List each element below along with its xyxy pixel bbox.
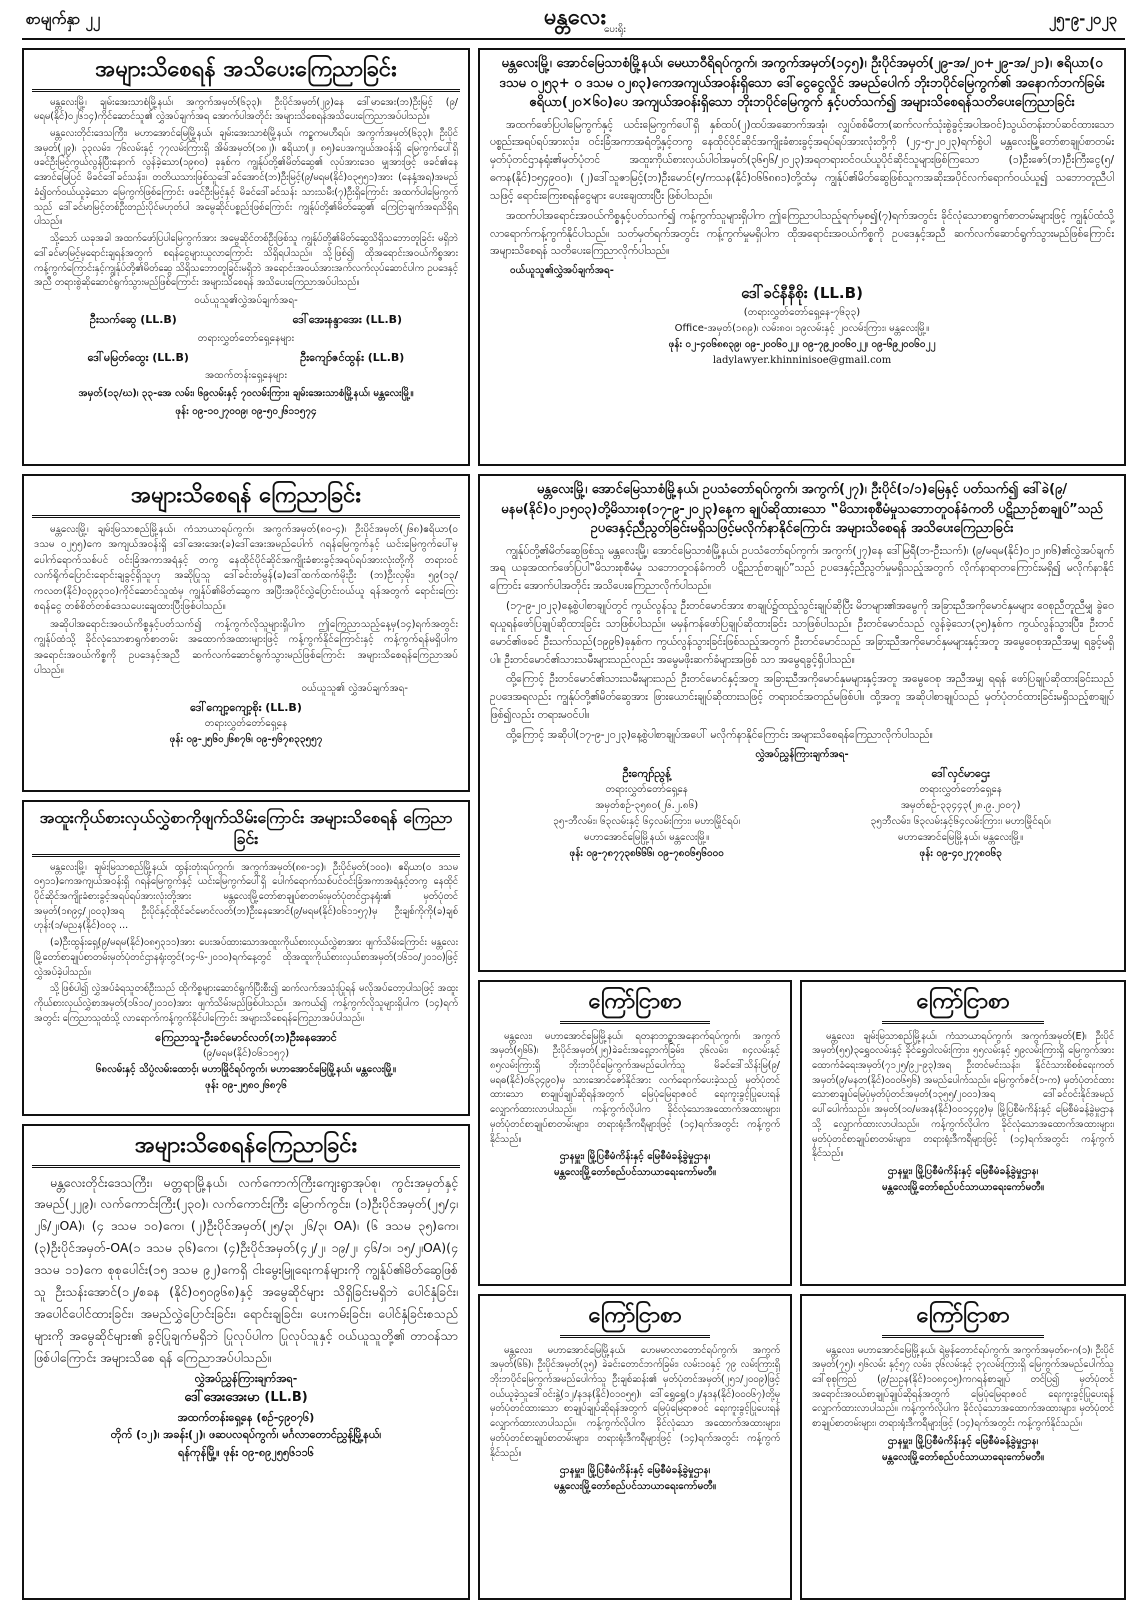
- lawyer-reg: အမှတ်စဉ်-၃၃၄၄၃(၂၈.၉.၂၀၀၇): [900, 800, 1021, 812]
- page-header: [0, 0, 1147, 40]
- notice-paragraph: မန္တလေးမြို့၊ ချမ်းမြသာစည်မြို့နယ်၊ ကံသာယာရပ်ကွက်၊ အကွက်အမှတ်(၈၀-၄)၊ ဦးပိုင်အမှတ်(၂၆၈)ဧရိယာ(၀ ဒသမ ၀၂၅၅)ကေ အကျယ်အဝန်းရှိ ဒေါ်အေးအေး(ခ)ဒေါ်အေးအမည်ပေါက် ဂရန်မြေကွက်နှင့် ယင်းမြေကွက်ပေါ်မှ ပေါက်ရောက်သစ်ပင် ဝင်းခြံအကာအရံနှင့် တကွ နေထိုင်ပိုင်ဆိုင်အကျိုးခံစားခွင့်အရပ်ရပ်အားလုံးတို့ကို တရားဝင်လက်ရိုက်ပြောင်းရောင်းချခွင့်ရှိသူဟု အဆိုပြုသူ ဒေါ်ခင်းတ်မွန်(ခ)ဒေါ်ထက်ထက်မိုးဦး (ဘ)ဦးလှမိုး၊ ၅၉(၁၃/ကလတ(နိုင်)၀၃၉၃၁၀)ကိုင်ဆောင်သူထံမှ ကျွန်ုပ်၏မိတ်ဆွေက အပြီးအပိုင်လွှဲပြောင်းဝယ်ယူ ရန်အတွက် ရောင်းကြေးစရန်ငွေ တစ်စိတ်တစ်ဒေသပေးချေထားပြီးဖြစ်ပါသည်။: [34, 523, 458, 613]
- ad-footer-line: ဌာနမှူး၊ မြို့ပြစီမံကိန်းနှင့် မြေစီမံခန့်ခွဲမှုဌာန၊: [887, 1166, 1039, 1178]
- ad-body: မန္တလေး၊ မဟာအောင်မြေမြို့နယ်၊ ဟေမမာလာတောင်ရပ်ကွက်၊ အကွက်အမှတ်(၆၆)၊ ဦးပိုင်အမှတ်(၃၅) ခဲခင်းတောင်ဘက်ခြမ်း၊ လမ်း၁၀နှင့် ၇၉ လမ်းကြားရှိ ဘိုးဘပိုင်မြေကွက်အမည်ပေါက်သူ ဦးချစ်ဆန်း၏ မှတ်ပုံတင်အမှတ်(၂၅၁/၂၀၀၉)ဖြင့်ဝယ်ယူခဲ့သူဒေါ်ဝင်းနွဲ့(၁၂/နဒန(နိုင်)၀၁၀၅၅)၊ ဒေါ်ရွှေရွှေ(၁၂/နဒန(နိုင်)၀၀၀၆၇)တို့မှ မှတ်ပုံတင်ထားသော စာချုပ်ချုပ်ဆိုရန်အတွက် မြေပုံမြေရာဇဝင် ရေးကူးခွင့်ပြုပေးရန် လျှောက်ထားလာပါသည်။ ကန့်ကွက်လိုပါက ခိုင်လုံသော အထောက်အထားများ၊ မှတ်ပုံတင်စာချုပ်စာတမ်းများ၊ တရားရုံးဒီကရီများဖြင့် (၁၄)ရက်အတွင်း ကန့်ကွက်နိုင်သည်။: [490, 1344, 780, 1459]
- announcer-block: [34, 1029, 458, 1095]
- classified-ad-3: [478, 1294, 792, 1600]
- lawyer-role: တရားလွှတ်တော်ရှေ့နေ: [605, 784, 688, 796]
- notice-title: အထူးကိုယ်စားလှယ်လွှဲစာကိုဖျက်သိမ်းကြောင်း အများသိစေရန် ကြေညာခြင်း: [32, 808, 460, 857]
- ad-footer-line: မန္တလေးမြို့တော်စည်ပင်သာယာရေးကော်မတီ။: [553, 1481, 717, 1493]
- lawyer-right: [871, 765, 1051, 863]
- newspaper-logo: မန္တလေး: [543, 4, 607, 30]
- notice-title: အများသိစေရန် အသိပေးကြေညာခြင်း: [32, 56, 460, 92]
- lawyer-left: [553, 765, 740, 863]
- lawyer-email[interactable]: ladylawyer.khinninisoe@gmail.com: [712, 355, 892, 367]
- notice-heading: မန္တလေးမြို့၊ အောင်မြေသာစံမြို့နယ်၊ မေဃာဝီရိရပ်ကွက်၊ အကွက်အမှတ်(၁၄၅)၊ ဦးပိုင်အမှတ်(၂၉-အ/၂၀+၂၉-အ/၂၁)၊ ဧရိယာ(၀ ဒသမ ၀၂၅၃+ ၀ ဒသမ ၀၂၈၃)ကေအကျယ်အဝန်းရှိသော ဒေါ်ငွေငွေလှိုင် အမည်ပေါက် ဘိုးဘပိုင်မြေကွက်၏ အနောက်ဘက်ခြမ်းဧရိယာ(၂၀×၆၀)ပေ အကျယ်အဝန်းရှိသော ဘိုးဘပိုင်မြေကွက် နှင့်ပတ်သက်၍ အများသိစေရန်သတိပေးကြေညာခြင်း: [499, 56, 1105, 110]
- lawyer-phone: ဖုန်း ၀၉-၇၈၇၇၃၈၆၆၆၊ ၀၉-၇၈၀၆၅၆၀၀၀: [569, 848, 724, 860]
- signature-intro: ဝယ်ယူသူ၏ လွှဲအပ်ချက်အရ-: [301, 682, 408, 694]
- notice-paragraph: (၁၇-၉-၂၀၂၃)နေ့စွဲပါစာချုပ်တွင် ကွယ်လွန်သူ ဦးတင်မောင်အား စာချုပ်၌ထည့်သွင်းချုပ်ဆိုပြီး မိဘများ၏အမွေကို အခြားညီအကိုမောင်နှမများ ဝေစုညီတူညီမျှ ခွဲဝေရယူရန်ဖော်ပြချုပ်ဆိုထားခြင်း သာဖြစ်ပါသည်။ မမှန်ကန်ဖော်ပြချုပ်ဆိုထားခြင်း သာဖြစ်ပါသည်။ ဦးတင်မောင်သည် လွန်ခဲ့သော(၃၅)နှစ်က ကွယ်လွန်သွားပြီး၊ ဦးတင်မောင်၏ဖခင် ဦးသက်သည်(၁၉၉၆)ခုနှစ်က ကွယ်လွန်သွားခြင်းဖြစ်သည့်အတွက် ဦးတင်မောင်သည် အခြားညီအကိုမောင်နှမများနှင့်အတူ အမွေဝေစုအညီအမျှ ရခွင့်မရှိပါ။ ဦးတင်မောင်၏သားသမီးများသည်လည်း အမွေမဖိုးဆက်ခံများအဖြစ် သာ အမွေရခွင့်ရှိပါသည်။: [490, 600, 1114, 666]
- header-rule: [22, 38, 1125, 40]
- ad-footer: [488, 1149, 782, 1181]
- ad-title: ကြော်ငြာစာ: [560, 988, 710, 1024]
- notice-paragraph: အထက်ပါအရောင်းအဝယ်ကိစ္စနှင့်ပတ်သက်၍ ကန့်ကွက်သူများရှိပါက ဤကြေညာပါသည့်ရက်မှစ၍(၇)ရက်အတွင်း ခိုင်လုံသောစာရွက်စာတမ်းများဖြင့် ကျွန်ုပ်ထံသို့လာရောက်ကန့်ကွက်နိုင်ပါသည်။ သတ်မှတ်ရက်အတွင်း ကန့်ကွက်မှုမရှိပါက ထိုအရောင်းအဝယ်ကိစ္စကို ဥပဒေနှင့်အညီ ဆက်လက်ဆောင်ရွက်သွားမည်ဖြစ်ကြောင်း အများသိစေရန် သတိပေးကြေညာလိုက်ပါသည်။: [490, 209, 1114, 258]
- lawyer-reg: အမှတ်စဉ်-၃၅၈၀(၂၆.၂.၈၆): [595, 800, 699, 812]
- lawyer-phone: ဖုန်း ၀၉-၁၀၂၇၀၀၉၊ ၀၉-၅၀၂၆၁၁၅၇၄: [175, 406, 317, 418]
- ad-footer-line: ဌာနမှူး၊ မြို့ပြစီမံကိန်းနှင့် မြေစီမံခန့်ခွဲမှုဌာန၊: [559, 1465, 711, 1477]
- lawyer-address: မဟာအောင်မြေမြို့နယ်၊ မန္တလေးမြို့။: [584, 832, 710, 844]
- ad-body: မန္တလေး၊ ချမ်းမြသာစည်မြို့နယ်၊ ကံသာယာရပ်ကွက်၊ အကွက်အမှတ်(E)၊ ဦးပိုင်အမှတ်(၅၅)၃ရွှေ၀လမ်းနှင့် ခိုင်ရွှေဝါလမ်းကြား၊ ၅၅လမ်းနှင့် ၅၉လမ်းကြားရှိ မြေကွက်အား ထောက်ခံရေးအမှတ်(၇၁၂၅/၉၂-၉၃)အရ ဦးတင်မင်းသန်း၊ နိုင်ငံသားစိစစ်ရေးကတ်အမှတ်(၉/မနတ(နိုင်)၀၀၀၆၅၆) အမည်ပေါက်သည်။ မြေကွက်ဇင်(၁-က) မှတ်ပုံတင်ထားသောစာချုပ်မြေပုံမှတ်ပုံတင်အမှတ်(၁၃၅၅/၂၀၀၁)အရ ဒေါ်ခင်ဝင်းနိုင်အမည်ပေါ်ပေါက်သည်။ အမှတ်(၁၀/မအန(နိုင်)၀၀၁၄၄၉)မှ မြို့ပြစီမံကိန်းနှင့် မြေစီမံခန့်ခွဲမှုဌာန သို့ လျှောက်ထားလာပါသည်။ ကန့်ကွက်လိုပါက ခိုင်လုံသောအထောက်အထားများ၊ မှတ်ပုံတင်စာချုပ်စာတမ်းများ၊ တရားရုံးဒီကရီများဖြင့် (၁၄)ရက်အတွင်း ကန့်ကွက်နိုင်သည်။: [812, 1030, 1114, 1160]
- lawyer-row: [32, 349, 460, 367]
- notice-paragraph: အဆိုပါအရောင်းအဝယ်ကိစ္စနှင့်ပတ်သက်၍ ကန့်ကွက်လိုသူများရှိပါက ဤကြေညာသည့်နေ့မှ(၁၄)ရက်အတွင်း ကျွန်ုပ်ထံသို့ ခိုင်လုံသောစာရွက်စာတမ်း အထောက်အထားများဖြင့် ကန့်ကွက်နိုင်ကြောင်းနှင့် ကန့်ကွက်ရန်မရှိပါက အရောင်းအဝယ်ကိစ္စကို ဥပဒေနှင့်အညီ ဆက်လက်ဆောင်ရွက်သွားမည်ဖြစ်ကြောင်း အများသိစေရန်ကြေညာအပ်ပါသည်။: [34, 618, 458, 677]
- ad-title: ကြော်ငြာစာ: [560, 1302, 710, 1338]
- notice-public-warning-1: [22, 48, 470, 466]
- signature-intro: လွှဲအပ်ညွှန်ကြားချက်အရ-: [755, 748, 849, 760]
- lawyer-address-2: ရန်ကုန်မြို့။ ဖုန်း ၀၉-၈၉၂၅၅၆၁၁၆: [178, 1446, 314, 1460]
- lawyer-block: [34, 1370, 458, 1461]
- notice-paragraph: ထို့ကြောင့် ဦးတင်မောင်၏သားသမီးများသည် ဦးတင်မောင်နှင့်အတူ အခြားညီအကိုမောင်နှမများနှင့်အတူ အမွေဝေစု အညီအမျှ ရရန် ဖော်ပြချုပ်ဆိုထားခြင်းသည် ဥပဒေအရလည်း ကျွန်ုပ်တို့၏မိတ်ဆွေအား ဖြားယောင်းချုပ်ဆိုထားသဖြင့် တရားဝင်အတည်မဖြစ်ပါ။ ထို့အတူ အဆိုပါစာချုပ်သည် မှတ်ပုံတင်ထားခြင်းမရှိသည့်စာချုပ်ဖြစ်၍လည်း တရားမဝင်ပါ။: [490, 673, 1114, 722]
- lawyer-role: (တရားလွှတ်တော်ရှေ့နေ-၇၆၃၃): [743, 307, 861, 319]
- notice-paragraph: (ခ)ဦးထွန်းရှေ့(၉/မရမ(နိုင်)၀၈၅၃၁၁)အား ပေးအပ်ထားသောအထူးကိုယ်စားလှယ်လွှဲစာအား ဖျက်သိမ်းကြောင်း မန္တလေးမြို့တော်စာချုပ်စာတမ်းမှတ်ပုံတင်ဌာနရုံးတွင်(၁၄-၆-၂၀၁၀)ရက်နေ့တွင် ထိုအထူးကိုယ်စားလှယ်စာအမှတ်(၁၆၁၀/၂၀၁၀)ဖြင့်လွှဲအပ်ခဲ့ပါသည်။: [34, 937, 458, 978]
- lawyer-name: ဒေါ်လှင်မာဌေး: [931, 766, 990, 780]
- announcer-address: ၆၈လမ်းနှင့် သိပ္ပံလမ်းထောင့်၊ မဟာမြိုင်ရပ်ကွက်၊ မဟာအောင်မြေမြို့နယ်၊ မန္တလေးမြို့။: [95, 1064, 397, 1076]
- notice-title: အများသိစေရန် ကြေညာခြင်း: [32, 482, 460, 518]
- announcer-name: ကြေညာသူ-ဦးခင်မောင်လတ်(ဘ)ဦးနေအောင်: [155, 1030, 337, 1044]
- classified-ad-4: [800, 1294, 1126, 1600]
- ad-footer-line: မန္တလေးမြို့တော်စည်ပင်သာယာရေးကော်မတီ။: [881, 1451, 1045, 1463]
- lawyer-pair: [488, 765, 1116, 863]
- lawyer-name: ဒေါ်မမြတ်ထွေး (LL.B): [87, 350, 189, 364]
- signature-intro: ဝယ်ယူသူ၏လွှဲအပ်ချက်အရ-: [194, 294, 298, 306]
- lawyer-block: [34, 699, 458, 749]
- notice-paragraph: အထက်ဖော်ပြပါမြေကွက်နှင့် ယင်းမြေကွက်ပေါ်ရှိ နှစ်ထပ်(၂)ထပ်အဆောက်အအုံ၊ လျှပ်စစ်မီတာ(ဆက်လက်သုံးစွဲခွင့်အပါအဝင်)သွယ်တန်းတပ်ဆင်ထားသောပစ္စည်းအရပ်ရပ်အားလုံး၊ ဝင်းခြံအကာအရံတို့နှင့်တကွ နေထိုင်ပိုင်ဆိုင်အကျိုးခံစားခွင့်အရပ်ရပ်အားလုံးတို့ကို (၂၄-၅-၂၀၂၃)ရက်စွဲပါ မန္တလေးမြို့တော်စာချုပ်စာတမ်း မှတ်ပုံတင်ဌာနရုံး၏မှတ်ပုံတင် အထူးကိုယ်စားလှယ်ပါဝါအမှတ်(၃၆၅၆/၂၀၂၃)အရတရားဝင်ဝယ်ယူပိုင်ဆိုင်သူများဖြစ်ကြသော (၁)ဦးဇော်(ဘ)ဦးကြီးငွေ(၅/ဓကန(နိုင်)၁၅၄၉၀၀)၊ (၂)ဒေါ်သူဇာမြင့်(ဘ)ဦးမောင်(၅/ကသန(နိုင်)၀၆၆၈၈၁)တို့ထံမှ ကျွန်ုပ်၏မိတ်ဆွေဖြစ်သူကအဆိုးအပိုင်လက်ရောက်ဝယ်ယူ၍ သဘောတူညီပါသဖြင့် ရောင်းကြေးစရန်ငွေများ ပေးချေထားပြီး ဖြစ်ပါသည်။: [490, 118, 1114, 202]
- ad-footer-line: မန္တလေးမြို့တော်စည်ပင်သာယာရေးကော်မတီ။: [553, 1167, 717, 1179]
- notice-body: [34, 522, 458, 679]
- ad-footer-line: ဌာနမှူး၊ မြို့ပြစီမံကိန်းနှင့် မြေစီမံခန့်ခွဲမှုဌာန၊: [887, 1435, 1039, 1447]
- lawyer-name: ဒေါ်ကျော့ကျော့စိုး (LL.B): [190, 700, 302, 714]
- notice-paragraph: သို့ဖြစ်ပါ၍ လွှဲအပ်ခံရသူတစ်ဦးသည် ထိုကိစ္စများဆောင်ရွက်ပြီးစီး၍ ဆက်လက်အသုံးပြုရန် မလိုအပ်တော့ပါသဖြင့် အထူးကိုယ်စားလှယ်လွှဲစာအမှတ်(၁၆၁၀/၂၀၁၀)အား ဖျက်သိမ်းမည်ဖြစ်ပါသည်။ အကယ်၍ ကန့်ကွက်လိုသူများရှိပါက (၁၄)ရက်အတွင်း ကြေညာသူထံသို့ လာရောက်ကန့်ကွက်နိုင်ပါကြောင်း အများသိစေရန်ကြေညာအပ်ပါသည်။: [34, 983, 458, 1024]
- lawyer-address: တိုက် (၁၂)၊ အခန်း(၂)၊ ဖဆပလရပ်ကွက်၊ မင်္ဂလာတောင်ညွှန့်မြို့နယ်၊: [110, 1428, 382, 1442]
- notice-paragraph: မန္တလေးမြို့၊ ချမ်းမြသာစည်မြို့နယ်၊ ထွန်းတုံးရပ်ကွက်၊ အကွက်အမှတ်(၈၈-၁၄)၊ ဦးပိုင်မှတ်(၁၀၀)၊ ဧရိယာ(၀ ဒသမ ၀၅၁၁)ကေအကျယ်အဝန်းရှိ ဂရန်မြေကွက်နှင့် ယင်းမြေကွက်ပေါ်ရှိ ပေါက်ရောက်သစ်ပင်ဝင်းခြံအကာအရံနှင့်တကွ နေထိုင်ပိုင်ဆိုင်အကျိုးခံစားခွင့်အရပ်ရပ်အားလုံးတို့အား မန္တလေးမြို့တော်စာချုပ်စာတမ်းမှတ်ပုံတင်ဌာနရုံး၏ မှတ်ပုံတင်အမှတ်(၁၈၉၄/၂၀၀၃)အရ ဦးပိုင်နှင့်ထိုင်ခင်မောင်လတ်(ဘ)ဦးနေအောင်(၉/မရမ(နိုင်)၀၆၁၁၅၇)မှ ဦးချစ်ကိုကို(ခ)ချစ်ဟုန်း(၁/မညန(နိုင်)၀၀၃ ...: [34, 861, 458, 932]
- notice-paragraph: မန္တလေးတိုင်းဒေသကြီး၊ မတ္တရာမြို့နယ်၊ လက်ကောက်ကြီးကျေးရွာအုပ်စု၊ ကွင်းအမှတ်နှင့် အမည်(၂၂၉)၊ လက်ကောင်းကြီး(၂၃၀)၊ လက်ကောင်းကြီး မြောက်ကွင်း၊ (၁)ဦးပိုင်အမှတ်(၂၅/၄၊ ၂၆/၂၊OA)၊ (၄ ဒသမ ၁၀)ကေ၊ (၂)ဦးပိုင်အမှတ်(၂၅/၃၊ ၂၆/၃၊ OA)၊ (၆ ဒသမ ၃၅)ကေ၊ (၃)ဦးပိုင်အမှတ်-OA(၁ ဒသမ ၃၆)ကေ၊ (၄)ဦးပိုင်အမှတ်(၄၂/၂၊ ၁၉/၂၊ ၄၆/၁၊ ၁၅/၂၊OA)(၄ ဒသမ ၁၁)ကေ စုစုပေါင်း(၁၅ ဒသမ ၉၂)ကေရှိ ငါးမွေးမြူရေးကန်များကို ကျွန်ုပ်၏မိတ်ဆွေဖြစ်သူ ဦးသန်းအောင်(၁၂/စခန (နိုင်)၀၅၀၉၆၈)နှင့် အမွေဆိုင်များ သိရှိခြင်းမရှိဘဲ ပေါင်နှံခြင်း၊ အပေါင်ပေါင်ထားခြင်း၊ အမည်လွှဲပြောင်းခြင်း၊ ရောင်းချခြင်း၊ ပေးကမ်းခြင်း၊ ပေါင်နှံခြင်းစသည်များကို အမွေဆိုင်များ၏ ခွင့်ပြုချက်မရှိဘဲ ပြုလုပ်ပါက ပြုလုပ်သူနှင့် ဝယ်ယူသူတို့၏ တာဝန်သာဖြစ်ပါကြောင်း အများသိစေ ရန် ကြေညာအပ်ပါသည်။: [34, 1174, 458, 1365]
- ad-footer: [488, 1463, 782, 1495]
- lawyer-name: ဦးသက်ဆွေ (LL.B): [89, 312, 177, 326]
- signature-intro: ဝယ်ယူသူ၏လွှဲအပ်ချက်အရ-: [510, 265, 614, 277]
- notice-body: [490, 117, 1114, 262]
- notice-public-announcement-2: [22, 1124, 470, 1600]
- classified-ad-2: [800, 980, 1126, 1286]
- lawyer-name: ဒေါ်အေးနန္ဒာအေး (LL.B): [292, 312, 403, 326]
- ad-title: ကြော်ငြာစာ: [882, 1302, 1044, 1338]
- announcer-nrc: (၉/မရမ(နိုင်)၀၆၁၁၅၇): [202, 1048, 290, 1060]
- lawyer-phone: ဖုန်း ၀၂-၄၀၆၈၈၃၉၊ ၀၉-၂၀၀၆၀၂၂၊ ၀၉-၇၉၂၀၀၆၀၂၂၊ ၀၉-၆၉၂၀၀၆၀၂၂: [668, 339, 936, 351]
- notice-body: [490, 543, 1114, 745]
- ad-footer: [810, 1164, 1116, 1196]
- lawyer-role: တရားလွှတ်တော်ရှေ့နေများ: [197, 332, 295, 344]
- ad-body: မန္တလေး၊ မဟာအောင်မြေမြို့နယ်၊ ရဲမွန်တောင်ရပ်ကွက်၊ အကွက်အမှတ်၈-ဂ(၁)၊ ဦးပိုင်အမှတ်(၇၅)၊ ၅၆လမ်း နှင့်၅၇ လမ်း၊ ၃၆လမ်းနှင့် ၃၇လမ်းကြားရှိ မြေကွက်အမည်ပေါက်သူဒေါ်စုစုကြည် (၉/ညဥန(နိုင်)၁၀၈၄၀၅)ကဂရန်စာချုပ် တင်ပြ၍ မှတ်ပုံတင်အရောင်းအဝယ်စာချုပ်ချုပ်ဆိုရန်အတွက် မြေပုံမြေရာဇဝင် ရေးကူးခွင့်ပြုပေးရန်လျှောက်ထားလာပါသည်။ ကန့်ကွက်လိုပါက ခိုင်လုံသောအထောက်အထားများ၊ မှတ်ပုံတင်စာချုပ်စာတမ်းများ၊ တရားရုံးဒီကရီများဖြင့် (၁၄)ရက်အတွင်း ကန့်ကွက်နိုင်သည်။: [812, 1344, 1114, 1430]
- lawyer-address: ၃၅ဘီလမ်း၊ ၆၃လမ်းနှင့်၆၄လမ်းကြား၊ မဟာမြိုင်ရပ်၊: [870, 816, 1051, 828]
- lawyer-name: ဒေါ်အေးအေးမာ (LL.B): [184, 1390, 308, 1406]
- lawyer-office: Office-အမှတ်(၁၈၉)၊ လမ်း၈၀၊ ၁၉လမ်းနှင့် ၂၀လမ်းကြား၊ မန္တလေးမြို့။: [674, 323, 930, 335]
- notice-body: [34, 861, 458, 1027]
- lawyer-phone: ဖုန်း ၀၉-၄၀၂၇၇၈၀၆၃: [919, 848, 1002, 860]
- notice-paragraph: မန္တလေးမြို့၊ ချမ်းအေးသာစံမြို့နယ်၊ အကွက်အမှတ်(၆၃၃)၊ ဦးပိုင်အမှတ်(၂၉)နေ ဒေါ်မာအေး(ဘ)ဦးမြင့် (၉/မရမ(နိုင်)၀၂၆၁၄)ကိုင်ဆောင်သူ၏ လွှဲအပ်ချက်အရ အောက်ပါအတိုင်း အများသိစေရန်အသိပေးကြေညာအပ်ပါသည်။: [34, 96, 458, 123]
- page-number: စာမျက်နှာ ၂၂: [26, 10, 101, 28]
- notice-public-announcement-1: [22, 474, 470, 792]
- notice-family-agreement: [478, 474, 1126, 972]
- lawyer-name: ဦးကျော်ညွန့်: [622, 766, 671, 780]
- lawyer-name: ဦးကျော်ဇင်ထွန်း (LL.B): [300, 350, 405, 364]
- lawyer-block: [490, 281, 1114, 369]
- lawyer-role: တရားလွှတ်တော်ရှေ့နေ: [204, 718, 288, 730]
- notice-paragraph: သို့သော် ယခုအခါ အထက်ဖော်ပြပါမြေကွက်အား အမွေဆိုင်တစ်ဦးဖြစ်သူ ကျွန်ုပ်တို့၏မိတ်ဆွေသိရှိသဘောတူခြင်း မရှိဘဲ ဒေါ်ခင်မာမြင့်မှရောင်းချရန်အတွက် စရန်ငွေများယူလာကြောင်း သိရှိရပါသည်။ သို့ဖြစ်၍ ထိုအရောင်းအဝယ်ကိစ္စအား ကန့်ကွက်ကြောင်းနှင့်ကျွန်ုပ်တို့၏မိတ်ဆွေ သိရှိသဘောတူခြင်းမရှိဘဲ အရောင်းအဝယ်အားအက်လက်လုပ်ဆောင်ပါက ဥပဒေနှင့်အညီ တရားစွဲဆိုဆောင်ရွက်သွားမည်ဖြစ်ကြောင်း အများသိစေရန် အသိပေးကြေညာအပ်ပါသည်။: [34, 233, 458, 289]
- lawyer-address: ၃၅-ဘီလမ်း၊ ၆၃လမ်းနှင့် ၆၄လမ်းကြား၊ မဟာမြိုင်ရပ်၊: [553, 816, 741, 828]
- ad-footer: [810, 1434, 1116, 1466]
- newspaper-logo-sub: ပေးရိုး: [604, 24, 626, 35]
- ad-footer-line: မန္တလေးမြို့တော်စည်ပင်သာယာရေးကော်မတီ။: [881, 1182, 1045, 1194]
- notice-power-of-attorney-revocation: [22, 800, 470, 1116]
- lawyer-role: အထက်တန်းရှေ့နေ (စဉ်-၄၉၀၇၆): [177, 1410, 315, 1424]
- lawyer-phone: ဖုန်း ၀၉-၂၅၆၀၂၆၈၇၆၊ ၀၉-၅၆၇၈၃၃၅၅၇: [169, 734, 323, 746]
- lawyer-row: [32, 311, 460, 329]
- notice-title: အများသိစေရန်ကြေညာခြင်း: [32, 1132, 460, 1168]
- lawyer-address: အမှတ်(၁၃/ဃ)၊ ၃၃-အေ လမ်း၊ ၆၉လမ်းနှင့် ၇၀လမ်းကြား၊ ချမ်းအေးသာစံမြို့နယ်၊ မန္တလေးမြို့။: [78, 388, 414, 400]
- notice-body: [34, 1172, 458, 1369]
- lawyer-name: ဒေါ်ခင်နီနီစိုး (LL.B): [741, 284, 863, 303]
- lawyer-role: အထက်တန်းရှေ့နေများ: [204, 370, 287, 382]
- announcer-phone: ဖုန်း ၀၉-၂၅၈၀၂၆၈၇၆: [205, 1080, 287, 1092]
- notice-land-purchase: [478, 48, 1126, 466]
- ad-body: မန္တလေး၊ မဟာအောင်မြေမြို့နယ်၊ ရတနာဘဥ္စာအနောက်ရပ်ကွက်၊ အကွက်အမှတ်(၅၆၆)၊ ဦးပိုင်အမှတ်(၂၅)ခဲခင်းအရှေ့ဘက်ခြမ်း၊ ၃၆လမ်း၊ ၈၄လမ်းနှင့် ၈၅လမ်းကြားရှိ ဘိုးဘပိုင်မြေကွက်အမည်ပေါက်သူ မိခင်ဒေါ်သိန်းမြ(၉/မရဓ(နိုင်)၀၆၃၄၉၀)မှ သားအောင်ဇော်နိုင်အား လက်ရောက်ပေးခဲ့သည့် မှတ်ပုံတင်ထားသော စာချုပ်ချုပ်ဆိုရန်အတွက် မြေပုံမြေရာဇဝင် ရေးကူးခွင့်ပြုပေးရန် လျှောက်ထားလာပါသည်။ ကန့်ကွက်လိုပါက ခိုင်လုံသောအထောက်အထားများ၊ မှတ်ပုံတင်စာချုပ်စာတမ်းများ၊ တရားရုံးဒီကရီများဖြင့် (၁၄)ရက်အတွင်း ကန့်ကွက်နိုင်သည်။: [490, 1030, 780, 1145]
- notice-paragraph: မန္တလေးတိုင်းဒေသကြီး၊ မဟာအောင်မြေမြို့နယ်၊ ချမ်းအေးသာစံမြို့နယ်၊ ကဥ္စကမဟီရပ်၊ အကွက်အမှတ်(၆၃၃)၊ ဦးပိုင်အမှတ်(၂၉)၊ ၃၃လမ်း၊ ၇၆လမ်းနှင့် ၇၇လမ်းကြားရှိ အိမ်အမှတ်(၁၈၂)၊ ဧရိယာ(၂၊ ၈၅)ပေအကျယ်အဝန်းရှိ မြေကွက်ပေါ်ရှိ ဖခင်ဦးမြင့်ကွယ်လွန်ပြီးနောက် လွန်ခဲ့သော(၁၉၈၀) ခုနှစ်က ကျွန်ုပ်တို့၏မိတ်ဆွေ၏ လုပ်အားဒေဝ မျှအားဖြင့် ဖခင်၏နေအောင်မြေပြင် မိခင်ဒေါ်ခင်သန်း။ တတိယသားဖြစ်သူဒေါ်ခင်အောင်(ဘ)ဦးမြင့်(၉/မရမ(နိုင်)၀၃၅၅၁)အား (နေနှံ့အရ)အမည်ခံ၍ဝက်ဝယ်ယူခဲ့သော မြေကွက်ဖြစ်ကြောင်း ဖခင်ဦးမြင့်နှင့် မိခင်ဒေါ်ခင်သန်း သားသမီး(၇)ဦးရှိကြောင်း အထက်ပါမြေကွက်သည် ဒေါ်ခင်မာမြင့်တစ်ဦးတည်းပိုင်မဟုတ်ပါ အမွေဆိုင်ပစ္စည်းဖြစ်ကြောင်း ကျွန်ုပ်တို့၏မိတ်ဆွေ၏ ကြေငြာချက်အရသိရှိရပါသည်။: [34, 128, 458, 228]
- signature-intro: လွှဲအပ်ညွှန်ကြားချက်အရ-: [194, 1372, 298, 1386]
- issue-date: ၂၅-၉-၂၀၂၃: [1048, 10, 1117, 28]
- ad-title: ကြော်ငြာစာ: [882, 988, 1044, 1024]
- ad-footer-line: ဌာနမှူး၊ မြို့ပြစီမံကိန်းနှင့် မြေစီမံခန့်ခွဲမှုဌာန၊: [559, 1151, 711, 1163]
- notice-heading: မန္တလေးမြို့၊ အောင်မြေသာစံမြို့နယ်၊ ဥပသံတော်ရပ်ကွက်၊ အကွက်(၂၇)၊ ဦးပိုင်(၁/၁)မြေနှင့် ပတ်သက်၍ ဒေါ်ခဲ(၉/မနမ(နိုင်)၀၂၁၅၀၃)တို့မိသားစု(၁၇-၉-၂၀၂၃)နေ့က ချုပ်ဆိုထားသော ‟မိသားစုစီမံမှုသဘောတူဝန်ခံကတိ ပဋိညာဉ်စာချုပ်”သည် ဥပဒေနှင့်ညီညွတ်ခြင်းမရှိသဖြင့်မလိုက်နာနိုင်ကြောင်း အများသိစေရန် အသိပေးကြေညာခြင်း: [501, 482, 1103, 536]
- notice-paragraph: ထို့ကြောင့် အဆိုပါ(၁၇-၉-၂၀၂၃)နေ့စွဲပါစာချုပ်အပေါ် မလိုက်နာနိုင်ကြောင်း အများသိစေရန်ကြေညာလိုက်ပါသည်။: [506, 728, 933, 741]
- notice-paragraph: ကျွန်ုပ်တို့၏မိတ်ဆွေဖြစ်သူ မန္တလေးမြို့၊ အောင်မြေသာစံမြို့နယ်၊ ဥပသံတော်ရပ်ကွက်၊ အကွက်(၂၇)နေ ဒေါ်မြရီ(ဘ-ဦးသက်)၊ (၉/မရမ(နိုင်)၀၂၁၂၈၆)၏လွှဲအပ်ချက်အရ ယခုအထက်ဖော်ပြပါ‟မိသားစုစီမံမှု သဘောတူဝန်ခံကတိ ပဋိညာဉ်စာချုပ်”သည် ဥပဒေနှင့်ညီညွတ်မှုမရှိသည့်အတွက် လိုက်နာရာတကြောင်းမရှိ၍ မလိုက်နာနိုင်ကြောင်း အောက်ပါအတိုင်း အသိပေးကြေညာလိုက်ပါသည်။: [490, 544, 1114, 593]
- classified-ad-1: [478, 980, 792, 1286]
- lawyer-role: တရားလွှတ်တော်ရှေ့နေ: [919, 784, 1002, 796]
- notice-body: [34, 96, 458, 291]
- lawyer-address: မဟာအောင်မြေမြို့နယ်၊ မန္တလေးမြို့။: [898, 832, 1024, 844]
